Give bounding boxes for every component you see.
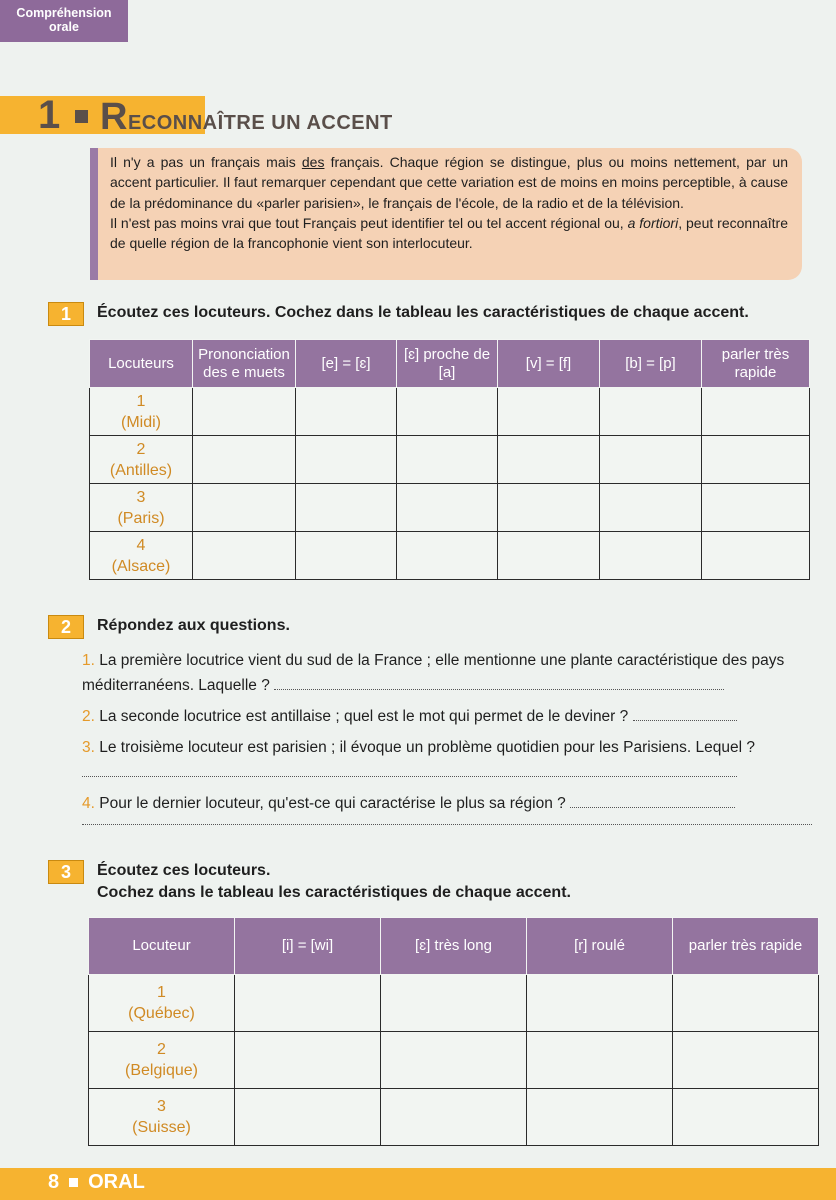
footer bbox=[48, 1171, 145, 1194]
exercise1-table bbox=[89, 339, 810, 580]
table-row bbox=[89, 1032, 819, 1089]
answer-cell[interactable] bbox=[397, 388, 498, 436]
question-text: Pour le dernier locuteur, qu'est-ce qui caractérise le plus sa région ? bbox=[99, 795, 566, 812]
row-region: (Alsace) bbox=[111, 557, 171, 575]
answer-line[interactable] bbox=[274, 675, 724, 690]
question-4 bbox=[82, 791, 812, 816]
row-label bbox=[90, 388, 193, 436]
column-header: Locuteur bbox=[89, 918, 235, 975]
intro-italic: a fortiori bbox=[627, 214, 679, 231]
answer-cell[interactable] bbox=[193, 388, 296, 436]
intro-text: , peut reconnaître de quelle région de la francophonie vient son interlocuteur. bbox=[110, 214, 788, 252]
answer-line-extra[interactable] bbox=[82, 816, 812, 825]
question-list bbox=[82, 648, 812, 822]
answer-cell[interactable] bbox=[673, 975, 819, 1032]
section-number: 1 bbox=[38, 93, 61, 137]
question-number: 3. bbox=[82, 739, 95, 756]
footer-bullet-square bbox=[69, 1178, 78, 1187]
intro-text: Il n'est pas moins vrai que tout Français peut identifier tel ou tel accent régional ou, bbox=[110, 214, 628, 231]
question-2 bbox=[82, 704, 812, 729]
row-region: (Antilles) bbox=[109, 461, 173, 479]
answer-cell[interactable] bbox=[498, 436, 600, 484]
column-header: [r] roulé bbox=[527, 918, 673, 975]
answer-cell[interactable] bbox=[673, 1089, 819, 1146]
answer-cell[interactable] bbox=[600, 532, 702, 580]
answer-cell[interactable] bbox=[381, 1032, 527, 1089]
column-header: [i] = [wi] bbox=[235, 918, 381, 975]
answer-cell[interactable] bbox=[702, 388, 810, 436]
table-header-row bbox=[89, 918, 819, 975]
answer-cell[interactable] bbox=[235, 1089, 381, 1146]
exercise3-table bbox=[88, 917, 819, 1146]
row-region: (Midi) bbox=[121, 413, 161, 431]
answer-cell[interactable] bbox=[397, 436, 498, 484]
row-label bbox=[90, 436, 193, 484]
column-header: [b] = [p] bbox=[600, 340, 702, 388]
section-title bbox=[100, 98, 393, 142]
answer-line[interactable] bbox=[633, 706, 737, 721]
column-header: parler très rapide bbox=[673, 918, 819, 975]
answer-cell[interactable] bbox=[600, 484, 702, 532]
row-number: 1 bbox=[157, 984, 166, 1001]
row-label bbox=[89, 1032, 235, 1089]
answer-cell[interactable] bbox=[193, 532, 296, 580]
answer-cell[interactable] bbox=[296, 484, 397, 532]
answer-line[interactable] bbox=[570, 793, 735, 808]
row-number: 1 bbox=[136, 392, 146, 410]
answer-cell[interactable] bbox=[193, 436, 296, 484]
exercise3-number: 3 bbox=[48, 860, 84, 884]
answer-line[interactable] bbox=[82, 762, 737, 777]
section-tab bbox=[0, 0, 128, 42]
intro-paragraph-1 bbox=[110, 152, 788, 213]
table-row bbox=[90, 484, 810, 532]
answer-cell[interactable] bbox=[702, 436, 810, 484]
answer-cell[interactable] bbox=[296, 388, 397, 436]
question-text: La première locutrice vient du sud de la France ; elle mentionne une plante caractéristique des pays méditerranéens. Laquelle ? bbox=[82, 652, 785, 694]
table-row bbox=[89, 1089, 819, 1146]
question-1 bbox=[82, 648, 812, 698]
row-label bbox=[89, 975, 235, 1032]
exercise2-number: 2 bbox=[48, 615, 84, 639]
answer-cell[interactable] bbox=[527, 1032, 673, 1089]
row-region: (Suisse) bbox=[132, 1119, 191, 1136]
answer-cell[interactable] bbox=[527, 975, 673, 1032]
column-header: [ɛ] proche de [a] bbox=[397, 340, 498, 388]
row-label bbox=[89, 1089, 235, 1146]
row-label bbox=[90, 532, 193, 580]
row-number: 2 bbox=[136, 440, 146, 458]
answer-cell[interactable] bbox=[702, 484, 810, 532]
row-label bbox=[90, 484, 193, 532]
section-title-rest: ECONNAÎTRE UN ACCENT bbox=[127, 112, 393, 134]
column-header: [e] = [ɛ] bbox=[296, 340, 397, 388]
row-number: 3 bbox=[157, 1098, 166, 1115]
column-header: Prononciation des e muets bbox=[193, 340, 296, 388]
question-number: 2. bbox=[82, 708, 95, 725]
row-region: (Québec) bbox=[128, 1005, 195, 1022]
answer-cell[interactable] bbox=[397, 484, 498, 532]
answer-cell[interactable] bbox=[673, 1032, 819, 1089]
exercise3-instruction bbox=[97, 860, 571, 904]
answer-cell[interactable] bbox=[235, 1032, 381, 1089]
section-tab-line1: Compréhension bbox=[16, 6, 112, 20]
table-row bbox=[90, 532, 810, 580]
section-tab-line2: orale bbox=[49, 20, 79, 34]
question-number: 4. bbox=[82, 795, 95, 812]
column-header: [ɛ] très long bbox=[381, 918, 527, 975]
title-bullet-square bbox=[75, 110, 88, 123]
page-number: 8 bbox=[48, 1171, 60, 1193]
table-row bbox=[90, 388, 810, 436]
exercise3-instruction-line1: Écoutez ces locuteurs. bbox=[97, 862, 271, 879]
question-3 bbox=[82, 735, 812, 785]
intro-underlined: des bbox=[301, 154, 325, 170]
intro-paragraph-2 bbox=[110, 213, 788, 254]
row-region: (Belgique) bbox=[125, 1062, 198, 1079]
intro-box bbox=[90, 148, 802, 280]
exercise2-instruction: Répondez aux questions. bbox=[97, 617, 290, 634]
answer-cell[interactable] bbox=[498, 484, 600, 532]
answer-cell[interactable] bbox=[296, 436, 397, 484]
footer-label: ORAL bbox=[88, 1171, 145, 1193]
exercise1-header bbox=[48, 302, 749, 326]
question-text: Le troisième locuteur est parisien ; il évoque un problème quotidien pour les Parisiens. Lequel ? bbox=[99, 739, 755, 756]
exercise1-instruction: Écoutez ces locuteurs. Cochez dans le tableau les caractéristiques de chaque accent. bbox=[97, 304, 749, 321]
intro-text: Il n'y a pas un français mais bbox=[110, 154, 302, 170]
section-title-initial: R bbox=[100, 96, 128, 138]
exercise1-number: 1 bbox=[48, 302, 84, 326]
table-row bbox=[89, 975, 819, 1032]
answer-cell[interactable] bbox=[600, 436, 702, 484]
answer-cell[interactable] bbox=[600, 388, 702, 436]
answer-cell[interactable] bbox=[498, 388, 600, 436]
intro-text: français. Chaque région se distingue, plus ou moins nettement, par un accent particulier. Il faut remarquer cependant que cette variation est de moins en moins perceptible, à cause de la prédominance du «parler parisien», le français de l'école, de la radio et de la télévision. bbox=[110, 154, 788, 211]
exercise2-header bbox=[48, 615, 290, 639]
column-header: parler très rapide bbox=[702, 340, 810, 388]
answer-cell[interactable] bbox=[527, 1089, 673, 1146]
column-header: Locuteurs bbox=[90, 340, 193, 388]
exercise3-instruction-line2: Cochez dans le tableau les caractéristiques de chaque accent. bbox=[97, 884, 571, 901]
answer-cell[interactable] bbox=[296, 532, 397, 580]
exercise3-header bbox=[48, 860, 571, 904]
question-text: La seconde locutrice est antillaise ; quel est le mot qui permet de le deviner ? bbox=[99, 708, 629, 725]
question-number: 1. bbox=[82, 652, 95, 669]
row-number: 3 bbox=[136, 488, 146, 506]
answer-cell[interactable] bbox=[381, 975, 527, 1032]
column-header: [v] = [f] bbox=[498, 340, 600, 388]
row-number: 2 bbox=[157, 1041, 166, 1058]
row-region: (Paris) bbox=[117, 509, 165, 527]
answer-cell[interactable] bbox=[397, 532, 498, 580]
table-header-row bbox=[90, 340, 810, 388]
table-row bbox=[90, 436, 810, 484]
answer-cell[interactable] bbox=[193, 484, 296, 532]
answer-cell[interactable] bbox=[498, 532, 600, 580]
answer-cell[interactable] bbox=[381, 1089, 527, 1146]
answer-cell[interactable] bbox=[702, 532, 810, 580]
answer-cell[interactable] bbox=[235, 975, 381, 1032]
row-number: 4 bbox=[136, 536, 146, 554]
